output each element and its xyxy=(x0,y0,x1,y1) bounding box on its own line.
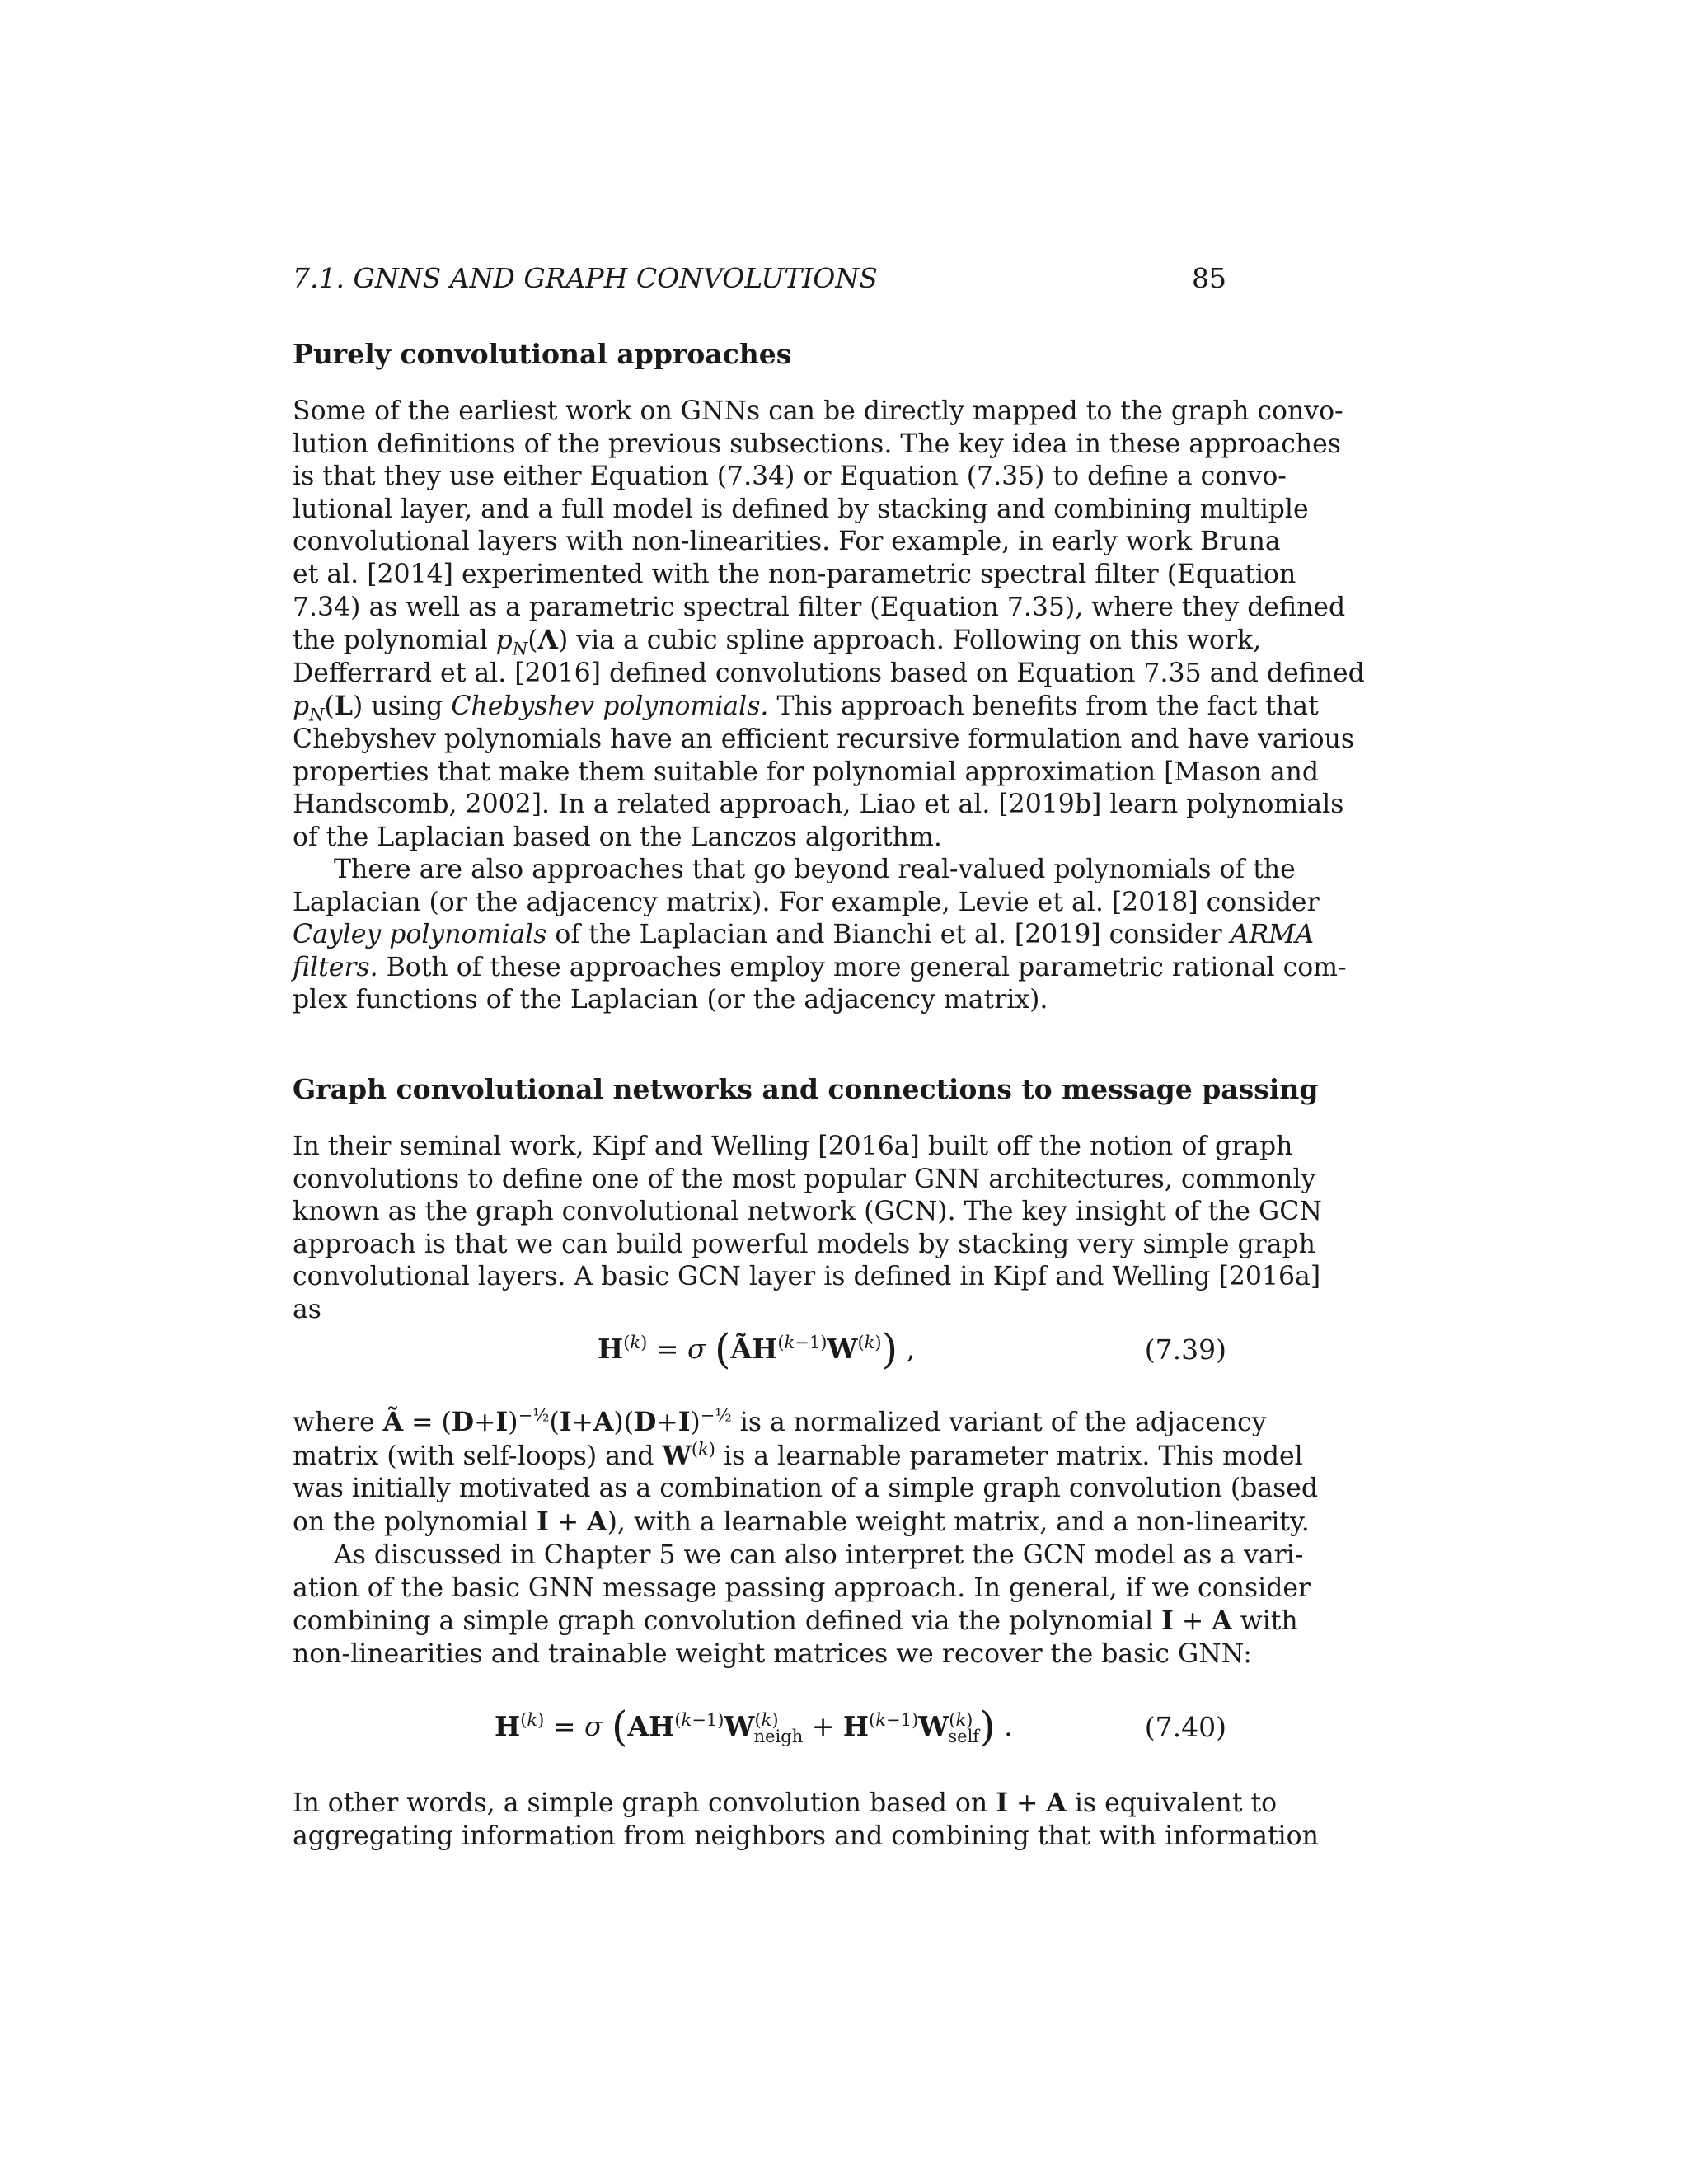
text-line: et al. [2014] experimented with the non-parametric spectral filter (Equation xyxy=(293,559,1296,589)
math-pN-Lambda: $p_N(\Lambda)$ xyxy=(495,625,569,659)
text-line: is that they use either Equation (7.34) or Equation (7.35) to define a convo- xyxy=(293,462,1287,492)
text-line: non-linearities and trainable weight matrices we recover the basic GNN: xyxy=(293,1638,1252,1669)
text-line: combining a simple graph convolution defined via the polynomial I + A with xyxy=(293,1605,1298,1637)
text-line: $p_N(L)$ using Chebyshev polynomials. This approach benefits from the fact that xyxy=(293,691,1319,725)
equation-number: (7.40) xyxy=(1144,1711,1226,1743)
text-line: As discussed in Chapter 5 we can also interpret the GCN model as a vari- xyxy=(334,1540,1304,1570)
text-line: convolutional layers. A basic GCN layer is defined in Kipf and Welling [2016a] xyxy=(293,1262,1321,1292)
math-normalized-adjacency: Ã = $(D+I)^{-\frac{1}{2}}(I+A)(D+I)^{-\frac{1}{2}}$ xyxy=(382,1405,732,1437)
section-heading-gcn: Graph convolutional networks and connections to message passing xyxy=(293,1073,1319,1105)
text-line: 7.34) as well as a parametric spectral filter (Equation 7.35), where they defined xyxy=(293,592,1346,622)
page-number: 85 xyxy=(1192,262,1226,294)
text-line: approach is that we can build powerful models by stacking very simple graph xyxy=(293,1229,1315,1259)
text-line: ation of the basic GNN message passing approach. In general, if we consider xyxy=(293,1572,1311,1603)
equation-7-39-body: $H^{(k)} = \sigma$ $(ÃH^{(k-1)}W^{(k)})$ , xyxy=(598,1325,916,1373)
math-I-plus-A: I + A xyxy=(536,1506,607,1537)
math-I-plus-A: I + A xyxy=(1161,1605,1232,1637)
text-line: Handscomb, 2002]. In a related approach, Liao et al. [2019b] learn polynomials xyxy=(293,790,1344,820)
text-line: properties that make them suitable for polynomial approximation [Mason and xyxy=(293,757,1320,787)
math-W-k: $W^{(k)}$ xyxy=(662,1439,715,1471)
text-line: aggregating information from neighbors and combining that with information xyxy=(293,1821,1319,1851)
paragraph-gcn-2 xyxy=(293,1405,1319,1539)
text-line: Laplacian (or the adjacency matrix). For example, Levie et al. [2018] consider xyxy=(293,887,1320,917)
text-line: Cayley polynomials of the Laplacian and Bianchi et al. [2019] consider ARMA xyxy=(293,920,1315,950)
running-header-title: 7.1. GNNS AND GRAPH CONVOLUTIONS xyxy=(293,262,878,294)
equation-7-39 xyxy=(293,1325,1226,1383)
italic-term: Chebyshev polynomials. xyxy=(451,691,769,722)
text-line: filters. Both of these approaches employ more general parametric rational com- xyxy=(293,952,1347,982)
running-header xyxy=(293,262,1226,298)
math-pN-L: $p_N(L)$ xyxy=(293,691,363,725)
text-line: known as the graph convolutional network (GCN). The key insight of the GCN xyxy=(293,1197,1322,1227)
text-line: Defferrard et al. [2016] defined convolutions based on Equation 7.35 and defined xyxy=(293,658,1365,688)
equation-7-40-body: $H^{(k)} = \sigma$ $(AH^{(k-1)}W^{(k)}_{neigh} + H^{(k-1)}W^{(k)}_{self})$ . xyxy=(495,1703,1013,1750)
paragraph-gcn-3 xyxy=(293,1540,1311,1671)
paragraph-gcn-1 xyxy=(293,1131,1322,1327)
text-line: the polynomial $p_N(\Lambda)$ via a cubic spline approach. Following on this work, xyxy=(293,625,1262,659)
text-line: There are also approaches that go beyond real-valued polynomials of the xyxy=(334,855,1296,884)
text-line: as xyxy=(293,1294,321,1324)
text-line: Some of the earliest work on GNNs can be directly mapped to the graph convo- xyxy=(293,396,1343,426)
text-line: where Ã = $(D+I)^{-\frac{1}{2}}(I+A)(D+I)^{-\frac{1}{2}}$ is a normalized variant of the adjacency xyxy=(293,1405,1267,1437)
text-line: convolutional layers with non-linearities. For example, in early work Bruna xyxy=(293,527,1281,557)
paragraph-purely-convolutional-1 xyxy=(293,396,1365,854)
text-line: matrix (with self-loops) and $W^{(k)}$ is a learnable parameter matrix. This model xyxy=(293,1439,1303,1471)
text-line: plex functions of the Laplacian (or the adjacency matrix). xyxy=(293,985,1048,1015)
text-line: In their seminal work, Kipf and Welling [2016a] built off the notion of graph xyxy=(293,1132,1293,1161)
text-line: lution definitions of the previous subsections. The key idea in these approaches xyxy=(293,429,1341,459)
text-line: lutional layer, and a full model is defined by stacking and combining multiple xyxy=(293,494,1309,524)
text-line: convolutions to define one of the most popular GNN architectures, commonly xyxy=(293,1164,1316,1194)
text-line: Chebyshev polynomials have an efficient recursive formulation and have various xyxy=(293,724,1355,754)
paragraph-gcn-4 xyxy=(293,1787,1319,1853)
paragraph-purely-convolutional-2 xyxy=(293,854,1347,1017)
text-line: was initially motivated as a combination of a simple graph convolution (based xyxy=(293,1474,1319,1504)
math-I-plus-A: I + A xyxy=(996,1788,1067,1818)
equation-number: (7.39) xyxy=(1144,1333,1226,1366)
text-line: of the Laplacian based on the Lanczos algorithm. xyxy=(293,822,942,852)
section-heading-purely-convolutional: Purely convolutional approaches xyxy=(293,338,792,370)
text-line: In other words, a simple graph convolution based on I + A is equivalent to xyxy=(293,1788,1278,1818)
equation-7-40 xyxy=(293,1703,1226,1760)
text-line: on the polynomial I + A), with a learnable weight matrix, and a non-linearity. xyxy=(293,1506,1310,1537)
